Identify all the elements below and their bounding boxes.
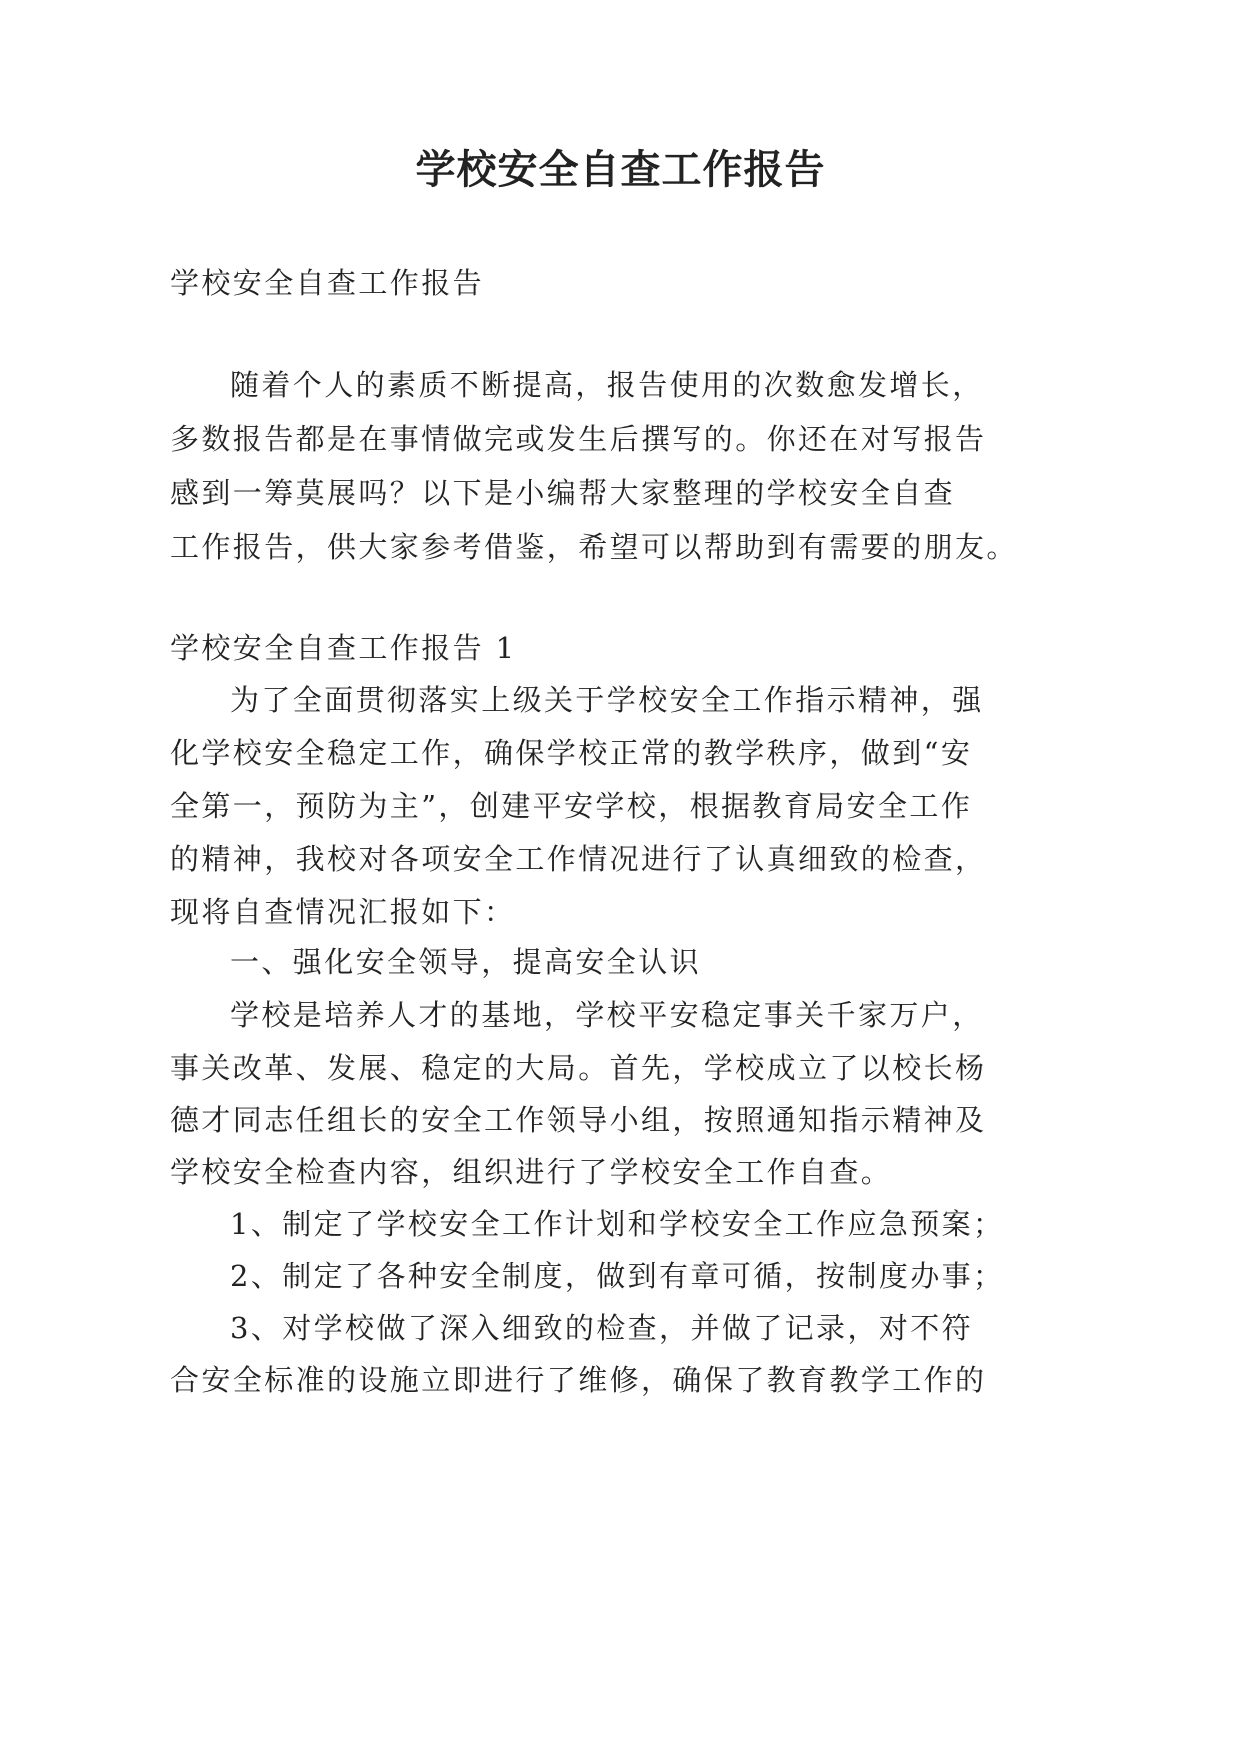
text-line: 学校安全检查内容，组织进行了学校安全工作自查。 [170, 1155, 893, 1189]
list-item: 1、制定了学校安全工作计划和学校安全工作应急预案； [230, 1207, 1005, 1241]
section-heading: 学校安全自查工作报告 1 [170, 631, 517, 665]
text-line: 感到一筹莫展吗？以下是小编帮大家整理的学校安全自查 [170, 476, 956, 510]
text-line: 德才同志任组长的安全工作领导小组，按照通知指示精神及 [170, 1103, 987, 1137]
subheading: 一、强化安全领导，提高安全认识 [230, 945, 702, 979]
text-line: 全第一，预防为主”，创建平安学校，根据教育局安全工作 [170, 789, 973, 823]
text-line: 为了全面贯彻落实上级关于学校安全工作指示精神，强 [230, 683, 984, 717]
text-line: 的精神，我校对各项安全工作情况进行了认真细致的检查， [170, 842, 987, 876]
list-item: 2、制定了各种安全制度，做到有章可循，按制度办事； [230, 1259, 1005, 1293]
text-line: 随着个人的素质不断提高，报告使用的次数愈发增长， [230, 368, 984, 402]
text-line: 化学校安全稳定工作，确保学校正常的教学秩序，做到“安 [170, 736, 973, 770]
text-line: 多数报告都是在事情做完或发生后撰写的。你还在对写报告 [170, 422, 987, 456]
text-line: 工作报告，供大家参考借鉴，希望可以帮助到有需要的朋友。 [170, 530, 1018, 564]
text-line: 事关改革、发展、稳定的大局。首先，学校成立了以校长杨 [170, 1051, 987, 1085]
subtitle: 学校安全自查工作报告 [170, 266, 485, 300]
list-item: 3、对学校做了深入细致的检查，并做了记录，对不符 [230, 1311, 974, 1345]
text-line: 合安全标准的设施立即进行了维修，确保了教育教学工作的 [170, 1363, 987, 1397]
text-line: 学校是培养人才的基地，学校平安稳定事关千家万户， [230, 998, 984, 1032]
document-title: 学校安全自查工作报告 [415, 146, 826, 193]
text-line: 现将自查情况汇报如下： [170, 895, 516, 929]
